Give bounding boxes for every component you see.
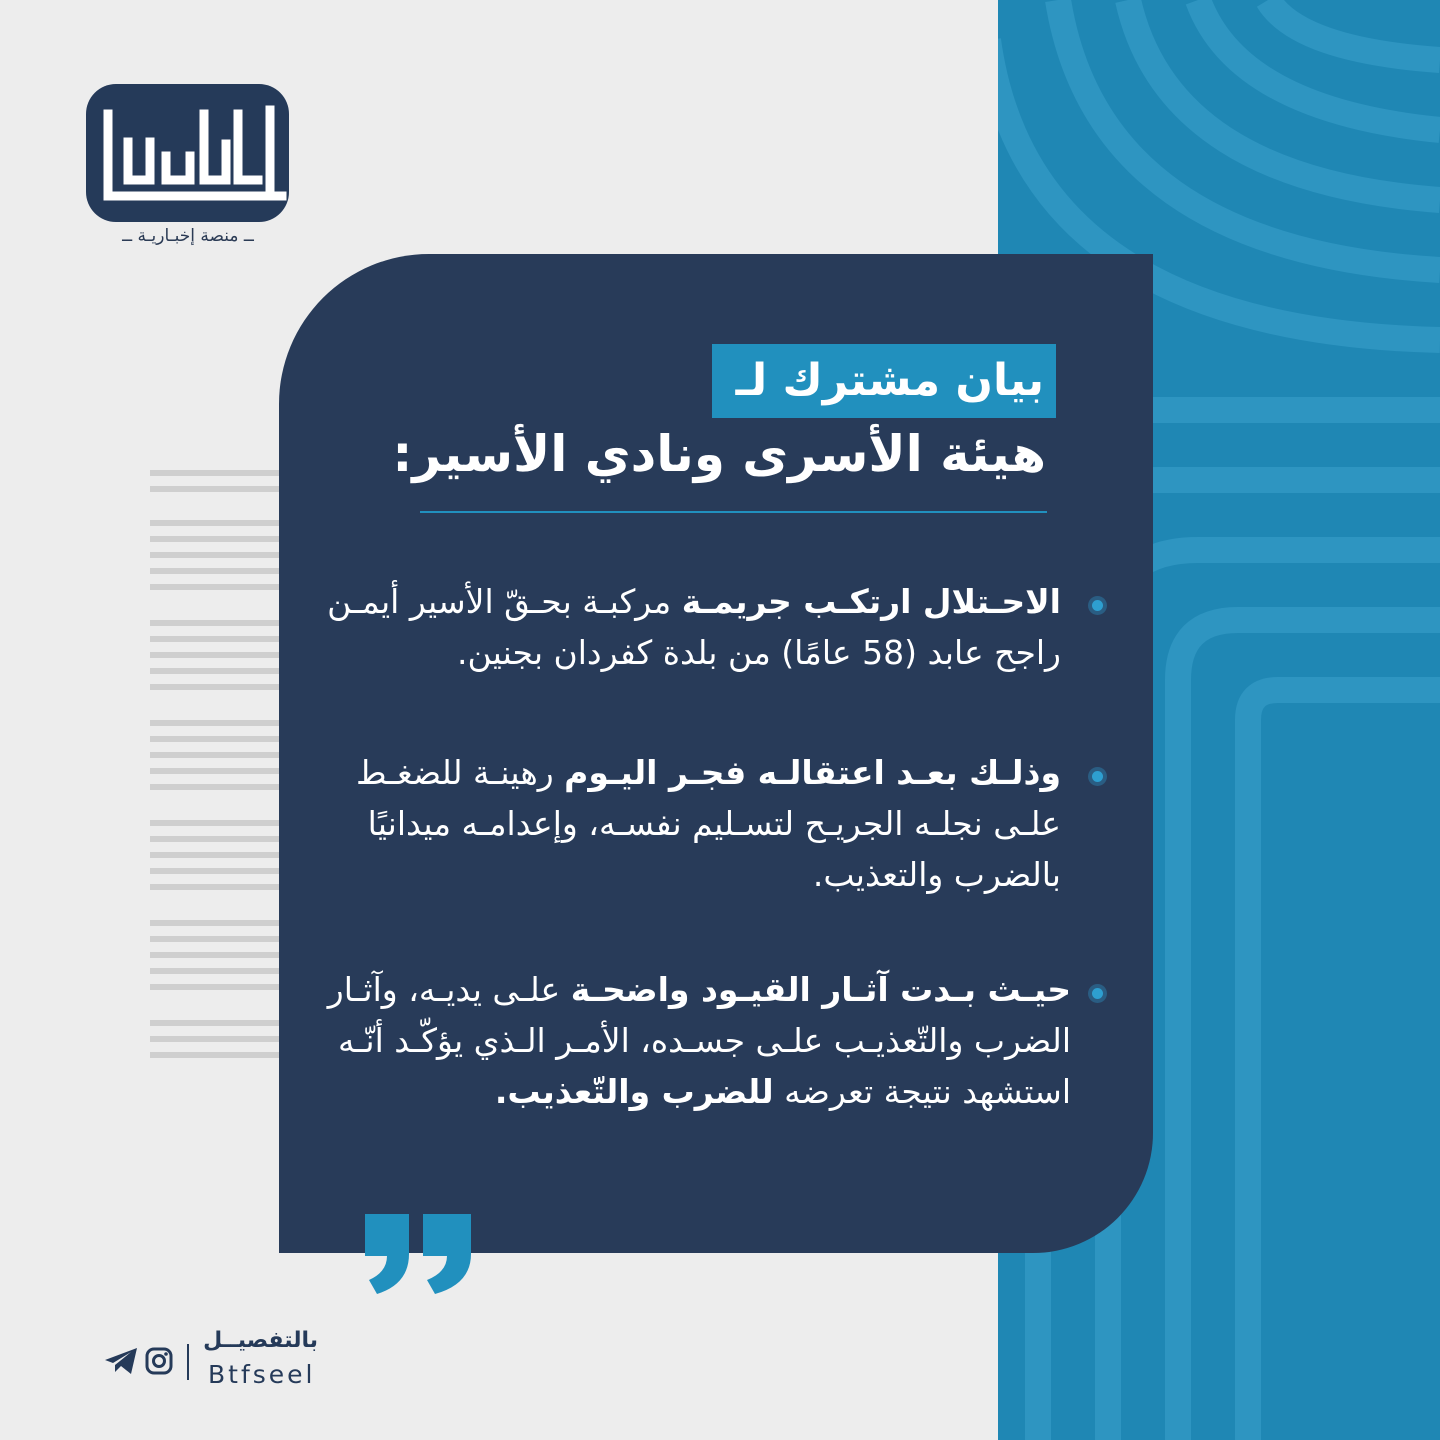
instagram-icon[interactable] [145,1347,173,1375]
footer-brand-latin: Btfseel [208,1360,316,1389]
point-3-highlight: حيـث بـدت آثـار القيـود واضحـة [570,970,1071,1009]
point-3-highlight-end: للضرب والتّعذيب. [494,1072,774,1111]
brand-logo [86,84,289,222]
statement-card [279,254,1153,1253]
statement-point-3 [311,964,1071,1117]
statement-title-highlight: بيان مشترك لـ [712,344,1056,418]
logo-calligraphy-mark [86,84,289,222]
telegram-icon[interactable] [103,1346,139,1376]
statement-point-1 [301,576,1061,678]
brand-tagline: ــ منصة إخبـاريـة ــ [122,226,254,246]
title-divider [420,511,1047,513]
point-2-highlight: وذلـك بعـد اعتقالـه فجـر اليـوم [564,753,1061,792]
background-document-texture [140,460,290,1080]
statement-point-2 [301,747,1061,900]
footer-brand-arabic: بالتفصيــل [203,1328,318,1353]
point-3-text: علـى يديـه، وآثـار الضرب والتّعذيـب علـى جسـده، الأمـر الـذي يؤكّـد أنّـه استشهد نتيجة تعرضه [327,970,1071,1111]
closing-quote-icon [365,1214,473,1294]
bullet-dot-icon [1092,771,1103,782]
bullet-dot-icon [1092,600,1103,611]
bullet-dot-icon [1092,988,1103,999]
point-1-highlight: الاحـتلال ارتكـب جريمـة [681,582,1061,621]
footer-separator [187,1344,189,1380]
statement-title: هيئة الأسرى ونادي الأسير: [392,425,1046,483]
point-2-text: رهينـة للضغـط علـى نجلـه الجريـح لتسـليم نفسـه، وإعدامـه ميدانيًا بالضرب والتعذيب. [356,753,1061,894]
point-1-text: مركبـة بحـقّ الأسير أيمـن راجح عابد (58 عامًا) من بلدة كفردان بجنين. [327,582,1061,672]
